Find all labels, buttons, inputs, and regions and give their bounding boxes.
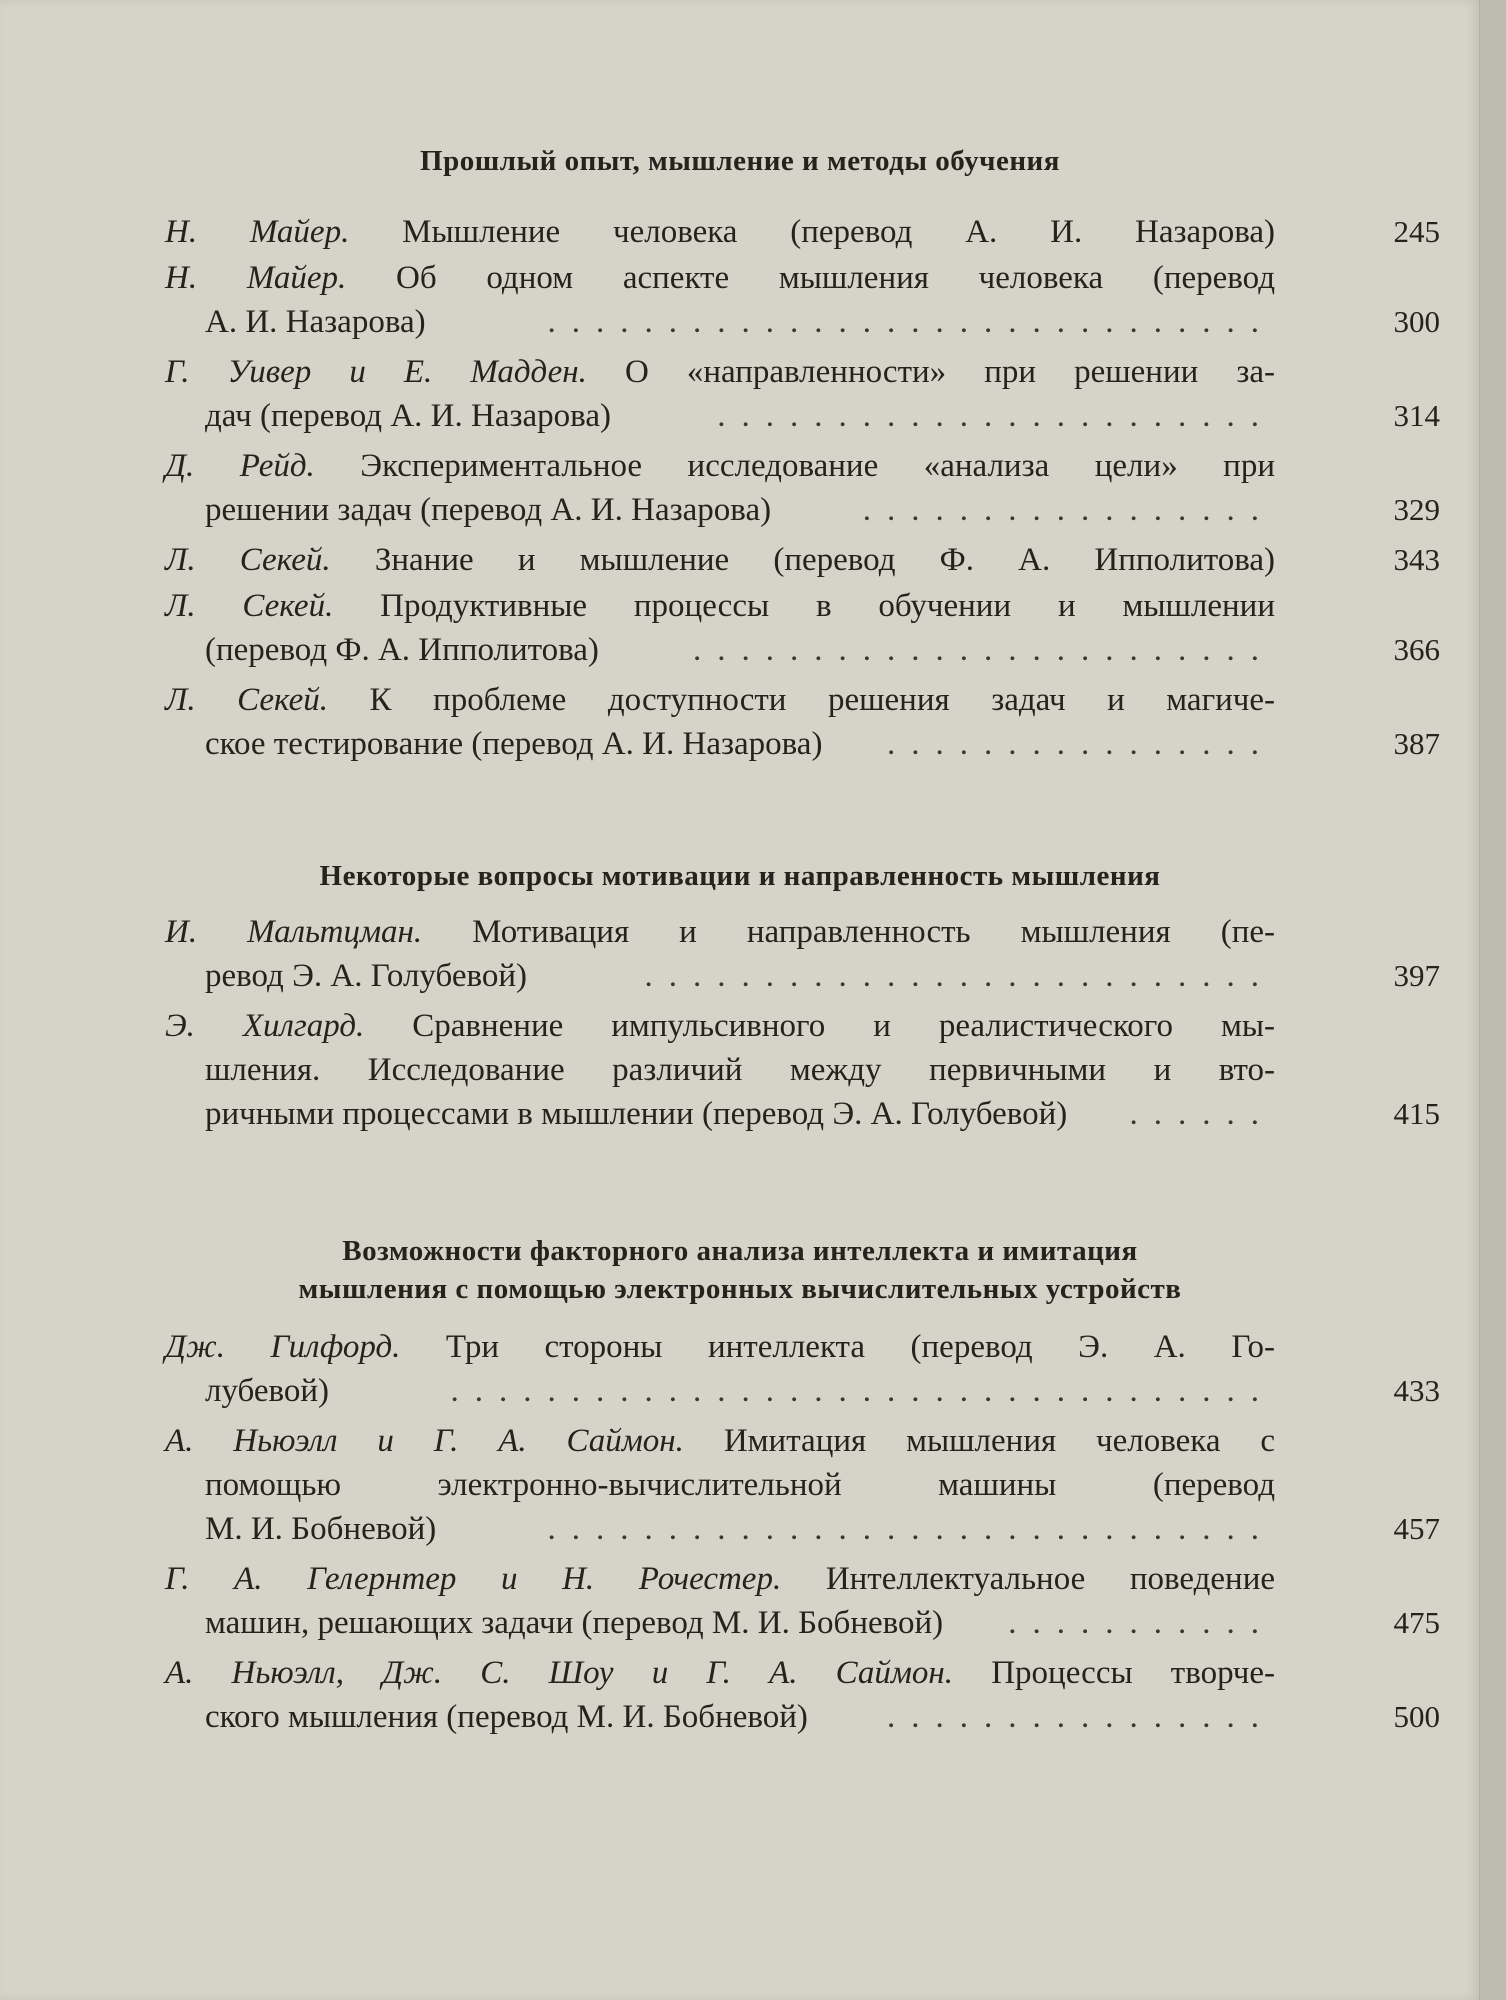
page-number: 500 — [1393, 1699, 1440, 1734]
entry-author: Н. Майер. — [165, 260, 347, 296]
page-number: 314 — [1393, 398, 1440, 433]
entry-title-line: Продуктивные процессы в обучении и мышлении — [380, 588, 1275, 624]
entry-author: И. Мальтцман. — [165, 914, 423, 950]
toc-entry — [165, 444, 1440, 532]
toc-entry — [165, 678, 1440, 766]
page-number: 343 — [1393, 542, 1440, 577]
page-number: 245 — [1393, 214, 1440, 249]
entry-author: Э. Хилгард. — [165, 1008, 365, 1044]
entry-author: Л. Секей. — [165, 542, 331, 578]
entry-title-line: Имитация мышления человека с — [723, 1423, 1276, 1459]
entry-title-line: Сравнение импульсивного и реалистического мы- — [412, 1008, 1275, 1044]
leader-dots: .......................... — [644, 958, 1275, 994]
entry-title-line: М. И. Бобневой) — [205, 1511, 437, 1547]
leader-dots: ....................... — [717, 398, 1275, 434]
page-number: 457 — [1393, 1511, 1440, 1546]
leader-dots: .................................. — [450, 1373, 1275, 1409]
page-number: 366 — [1393, 632, 1440, 667]
entry-title-line: К проблеме доступности решения задач и магиче- — [369, 682, 1276, 718]
page-edge — [1479, 0, 1506, 2000]
entry-title-line: ричными процессами в мышлении (перевод Э. А. Голубевой) — [205, 1096, 1068, 1132]
section-title: Некоторые вопросы мотивации и направленность мышления — [319, 860, 1161, 892]
entry-title-line: решении задач (перевод А. И. Назарова) — [205, 492, 772, 528]
toc-entry — [165, 584, 1440, 672]
toc-entry — [165, 1557, 1440, 1645]
toc-entry — [165, 1419, 1440, 1551]
toc-entry — [165, 538, 1440, 582]
leader-dots: ................. — [862, 492, 1275, 528]
page-number: 300 — [1393, 304, 1440, 339]
section-title: мышления с помощью электронных вычислительных устройств — [298, 1273, 1182, 1305]
section-title: Прошлый опыт, мышление и методы обучения — [420, 145, 1060, 177]
toc-entry — [165, 350, 1440, 438]
entry-title-line: Мотивация и направленность мышления (пе- — [472, 914, 1276, 950]
page-number: 397 — [1393, 958, 1440, 993]
page-number: 475 — [1393, 1605, 1440, 1640]
entry-author: Л. Секей. — [165, 682, 329, 718]
entry-title-line: шления. Исследование различий между первичными и вто- — [205, 1052, 1275, 1088]
entry-title-line: дач (перевод А. И. Назарова) — [205, 398, 611, 434]
entry-title-line: ское тестирование (перевод А. И. Назарова) — [205, 726, 823, 762]
leader-dots: ................ — [887, 726, 1275, 762]
entry-author: Л. Секей. — [165, 588, 334, 624]
entry-title-line: машин, решающих задачи (перевод М. И. Бобневой) — [205, 1605, 944, 1641]
entry-title-line: Три стороны интеллекта (перевод Э. А. Го- — [445, 1329, 1275, 1365]
toc-entry — [165, 1004, 1440, 1136]
toc-entry — [165, 910, 1440, 998]
entry-title-line: Знание и мышление (перевод Ф. А. Ипполитова) — [374, 542, 1276, 578]
toc-entry — [165, 256, 1440, 344]
entry-title-line: лубевой) — [205, 1373, 330, 1409]
page-number: 433 — [1393, 1373, 1440, 1408]
leader-dots: ................ — [887, 1699, 1275, 1735]
page-number: 415 — [1393, 1096, 1440, 1131]
leader-dots: .............................. — [547, 304, 1275, 340]
entry-title-line: О «направленности» при решении за- — [624, 354, 1275, 390]
page-number: 387 — [1393, 726, 1440, 761]
entry-title-line: Процессы творче- — [991, 1655, 1275, 1691]
leader-dots: ........... — [1008, 1605, 1275, 1641]
entry-title-line: Интеллектуальное поведение — [825, 1561, 1276, 1597]
entry-author: Д. Рейд. — [165, 448, 315, 484]
entry-author: А. Ньюэлл, Дж. С. Шоу и Г. А. Саймон. — [165, 1655, 954, 1691]
toc-entry — [165, 1325, 1440, 1413]
entry-author: Н. Майер. — [165, 214, 350, 250]
entry-title-line: (перевод Ф. А. Ипполитова) — [205, 632, 599, 668]
leader-dots: .............................. — [547, 1511, 1275, 1547]
entry-title-line: Об одном аспекте мышления человека (перевод — [396, 260, 1275, 296]
toc-entry — [165, 1651, 1440, 1739]
entry-title-line: помощью электронно-вычислительной машины (перевод — [205, 1467, 1275, 1503]
entry-title-line: ского мышления (перевод М. И. Бобневой) — [205, 1699, 808, 1735]
entry-title-line: А. И. Назарова) — [205, 304, 426, 340]
leader-dots: ...... — [1129, 1096, 1275, 1132]
page-number: 329 — [1393, 492, 1440, 527]
entry-title-line: ревод Э. А. Голубевой) — [205, 958, 527, 994]
entry-title-line: Мышление человека (перевод А. И. Назарова) — [402, 214, 1275, 250]
entry-author: Г. Уивер и Е. Мадден. — [165, 354, 587, 390]
entry-author: А. Ньюэлл и Г. А. Саймон. — [165, 1423, 684, 1459]
entry-author: Дж. Гилфорд. — [165, 1329, 401, 1365]
entry-title-line: Экспериментальное исследование «анализа цели» при — [360, 448, 1275, 484]
section-title: Возможности факторного анализа интеллекта и имитация — [342, 1235, 1138, 1267]
leader-dots: ........................ — [693, 632, 1275, 668]
entry-author: Г. А. Гелернтер и Н. Рочестер. — [165, 1561, 782, 1597]
toc-entry — [165, 210, 1440, 254]
